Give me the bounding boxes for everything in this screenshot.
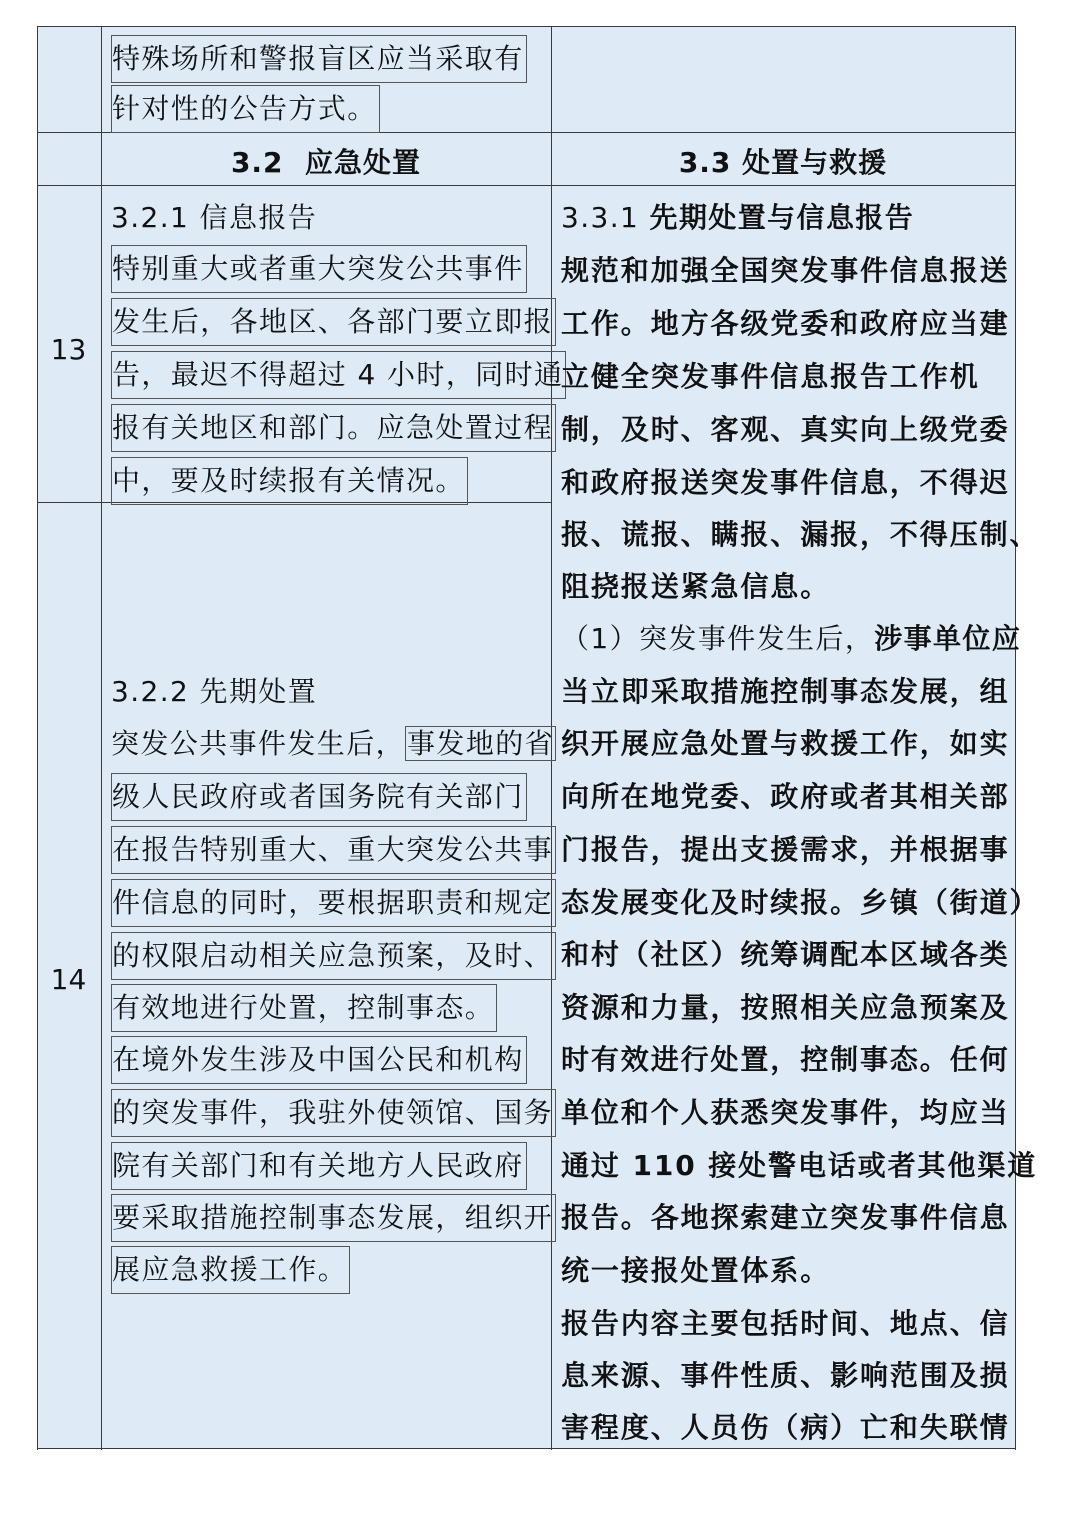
s322-first-line-plain: 突发公共事件发生后，: [111, 727, 406, 760]
s322-text-line: 件信息的同时，要根据职责和规定: [111, 879, 556, 927]
s331-p2-plain: （1）突发事件发生后，: [561, 622, 875, 655]
header-number-cell: [37, 133, 101, 186]
s321-text-line: 中，要及时续报有关情况。: [111, 457, 468, 505]
section-3-2-2-title: 3.2.2 先期处置: [111, 675, 318, 708]
s321-text-line: 报有关地区和部门。应急处置过程: [111, 404, 556, 452]
s322-text-line: 在报告特别重大、重大突发公共事: [111, 826, 556, 874]
s331-text-line: 制，及时、客观、真实向上级党委: [561, 413, 1010, 446]
s331-text-line: 时有效进行处置，控制事态。任何: [561, 1043, 1010, 1076]
prev-row-text-line: 特殊场所和警报盲区应当采取有: [111, 35, 527, 83]
s331-text-line: 和政府报送突发事件信息，不得迟: [561, 466, 1010, 499]
section-3-3-1-number: 3.3.1: [561, 201, 650, 234]
s321-text-line: 告，最迟不得超过 4 小时，同时通: [111, 351, 566, 399]
s331-text-line: 规范和加强全国突发事件信息报送: [561, 254, 1010, 287]
s331-text-line: 息来源、事件性质、影响范围及损: [561, 1359, 1010, 1392]
s322-first-line-highlight: 事发地的省: [407, 727, 555, 760]
s322-text-line: 展应急救援工作。: [111, 1246, 350, 1294]
s322-text-line: 的权限启动相关应急预案，及时、: [111, 932, 556, 980]
s322-text-line: 院有关部门和有关地方人民政府: [111, 1142, 527, 1190]
table-border-top: [37, 26, 1016, 27]
table-border-right: [1015, 26, 1016, 1450]
s331-text-line: 阻挠报送紧急信息。: [561, 570, 831, 603]
s331-text-line: 害程度、人员伤（病）亡和失联情: [561, 1411, 1010, 1444]
s322-first-line: [111, 718, 556, 770]
column-header-left: 3.2 应急处置: [230, 146, 422, 179]
prev-row-number-cell: [37, 27, 101, 133]
s331-text-line: 工作。地方各级党委和政府应当建: [561, 307, 1010, 340]
s331-p2-first-line: [561, 613, 1021, 665]
s331-text-line: 统一接报处置体系。: [561, 1254, 831, 1287]
s331-text-line: 和村（社区）统筹调配本区域各类: [561, 938, 1010, 971]
prev-row-text-line: 针对性的公告方式。: [111, 85, 380, 133]
s322-text-line: 在境外发生涉及中国公民和机构: [111, 1036, 527, 1084]
s331-p2-bold: 涉事单位应: [874, 622, 1022, 655]
s331-text-line: 织开展应急处置与救援工作，如实: [561, 727, 1010, 760]
s331-text-line: 当立即采取措施控制事态发展，组: [561, 675, 1010, 708]
s321-text-line: 发生后，各地区、各部门要立即报: [111, 298, 556, 346]
s322-text-line: 有效地进行处置，控制事态。: [111, 984, 497, 1032]
s331-text-line: 报告内容主要包括时间、地点、信: [561, 1307, 1010, 1340]
s331-text-line: 通过 110 接处警电话或者其他渠道: [561, 1149, 1038, 1182]
s331-text-line: 立健全突发事件信息报告工作机: [561, 360, 980, 393]
s322-text-line: 级人民政府或者国务院有关部门: [111, 773, 527, 821]
row-number-13: 13: [50, 333, 87, 366]
s322-text-line: 的突发事件，我驻外使领馆、国务: [111, 1089, 556, 1137]
s322-text-line: 要采取措施控制事态发展，组织开: [111, 1194, 556, 1242]
column-header-right: 3.3 处置与救援: [678, 146, 888, 179]
s331-text-line: 态发展变化及时续报。乡镇（街道）: [561, 886, 1040, 919]
s331-text-line: 向所在地党委、政府或者其相关部: [561, 780, 1010, 813]
s331-text-line: 报告。各地探索建立突发事件信息: [561, 1201, 1010, 1234]
section-3-3-1-title: [561, 192, 914, 244]
section-3-2-1-title: 3.2.1 信息报告: [111, 201, 318, 234]
prev-row-right-cell: [551, 27, 1015, 133]
s321-text-line: 特别重大或者重大突发公共事件: [111, 245, 527, 293]
table-divider-1: [101, 26, 102, 1450]
row-number-14: 14: [50, 963, 87, 996]
table-border-left: [37, 26, 38, 1450]
s331-text-line: 单位和个人获悉突发事件，均应当: [561, 1096, 1010, 1129]
s331-text-line: 资源和力量，按照相关应急预案及: [561, 991, 1010, 1024]
section-3-3-1-heading: 先期处置与信息报告: [649, 201, 915, 234]
s331-text-line: 门报告，提出支援需求，并根据事: [561, 833, 1010, 866]
s331-text-line: 报、谎报、瞒报、漏报，不得压制、: [561, 518, 1040, 551]
